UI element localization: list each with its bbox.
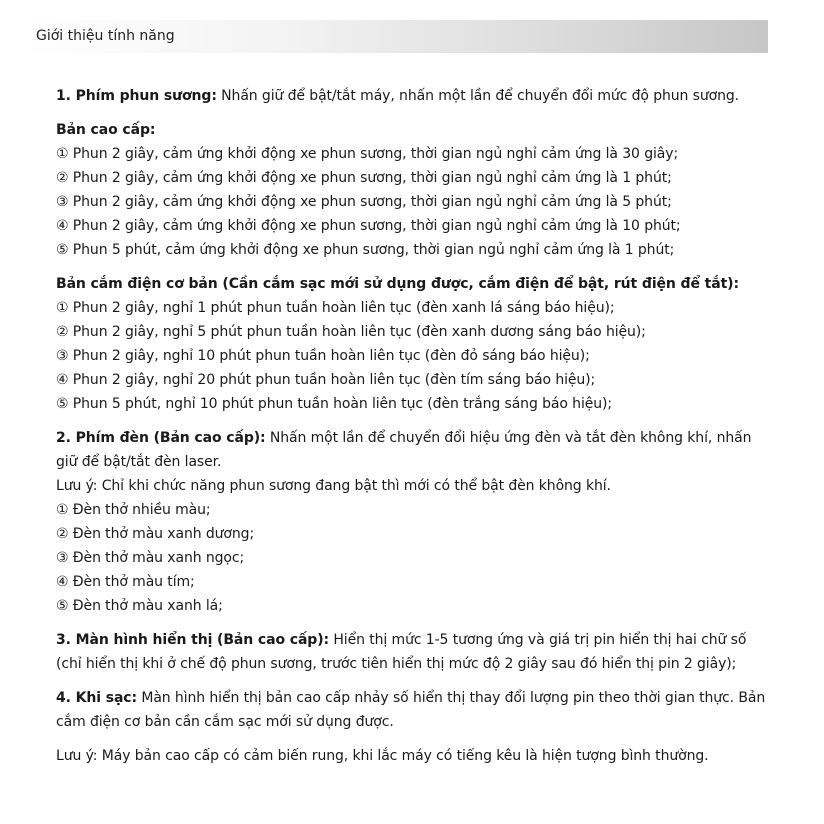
basic-item: ② Phun 2 giây, nghỉ 5 phút phun tuần hoàn liên tục (đèn xanh dương sáng báo hiệu); [56,324,646,340]
basic-item: ① Phun 2 giây, nghỉ 1 phút phun tuần hoàn liên tục (đèn xanh lá sáng báo hiệu); [56,300,615,316]
premium-item: ⑤ Phun 5 phút, cảm ứng khởi động xe phun sương, thời gian ngủ nghỉ cảm ứng là 1 phút; [56,242,675,258]
premium-item: ④ Phun 2 giây, cảm ứng khởi động xe phun sương, thời gian ngủ nghỉ cảm ứng là 10 phút; [56,218,681,234]
basic-heading: Bản cắm điện cơ bản (Cần cắm sạc mới sử dụng được, cắm điện để bật, rút điện để tắt): [56,276,739,292]
display-paragraph [56,628,772,676]
spray-key-heading: 1. Phím phun sương: [56,88,217,104]
light-key-paragraph [56,426,772,474]
display-text: Hiển thị mức 1-5 tương ứng và giá trị pin hiển thị hai chữ số (chỉ hiển thị khi ở chế độ phun sương, trước tiên hiển thị mức độ 2 giây sau đó hiển thị pin 2 giây); [56,632,747,672]
page-title: Giới thiệu tính năng [36,28,175,44]
light-key-text: Nhấn một lần để chuyển đổi hiệu ứng đèn và tắt đèn không khí, nhấn giữ để bật/tắt đèn laser. [56,430,752,470]
premium-item: ② Phun 2 giây, cảm ứng khởi động xe phun sương, thời gian ngủ nghỉ cảm ứng là 1 phút; [56,170,672,186]
light-item: ③ Đèn thở màu xanh ngọc; [56,550,245,566]
light-item: ⑤ Đèn thở màu xanh lá; [56,598,223,614]
light-item: ④ Đèn thở màu tím; [56,574,195,590]
light-item: ① Đèn thở nhiều màu; [56,502,211,518]
spray-key-paragraph [56,84,772,108]
charging-heading: 4. Khi sạc: [56,690,137,706]
footer-note: Lưu ý: Máy bản cao cấp có cảm biến rung, khi lắc máy có tiếng kêu là hiện tượng bình thường. [56,748,709,764]
light-note: Lưu ý: Chỉ khi chức năng phun sương đang bật thì mới có thể bật đèn không khí. [56,478,611,494]
basic-item: ⑤ Phun 5 phút, nghỉ 10 phút phun tuần hoàn liên tục (đèn trắng sáng báo hiệu); [56,396,613,412]
document-body [56,84,772,768]
premium-item: ① Phun 2 giây, cảm ứng khởi động xe phun sương, thời gian ngủ nghỉ cảm ứng là 30 giây; [56,146,679,162]
spray-key-text: Nhấn giữ để bật/tắt máy, nhấn một lần để chuyển đổi mức độ phun sương. [216,88,740,104]
light-key-heading: 2. Phím đèn (Bản cao cấp): [56,430,266,446]
charging-paragraph [56,686,772,734]
premium-heading: Bản cao cấp: [56,122,156,138]
charging-text: Màn hình hiển thị bản cao cấp nhảy số hiển thị thay đổi lượng pin theo thời gian thực. Bản cắm điện cơ bản cần cắm sạc mới sử dụng được. [56,690,766,730]
basic-item: ③ Phun 2 giây, nghỉ 10 phút phun tuần hoàn liên tục (đèn đỏ sáng báo hiệu); [56,348,590,364]
basic-item: ④ Phun 2 giây, nghỉ 20 phút phun tuần hoàn liên tục (đèn tím sáng báo hiệu); [56,372,596,388]
display-heading: 3. Màn hình hiển thị (Bản cao cấp): [56,632,330,648]
header-bar [22,20,768,53]
premium-item: ③ Phun 2 giây, cảm ứng khởi động xe phun sương, thời gian ngủ nghỉ cảm ứng là 5 phút; [56,194,672,210]
light-item: ② Đèn thở màu xanh dương; [56,526,255,542]
